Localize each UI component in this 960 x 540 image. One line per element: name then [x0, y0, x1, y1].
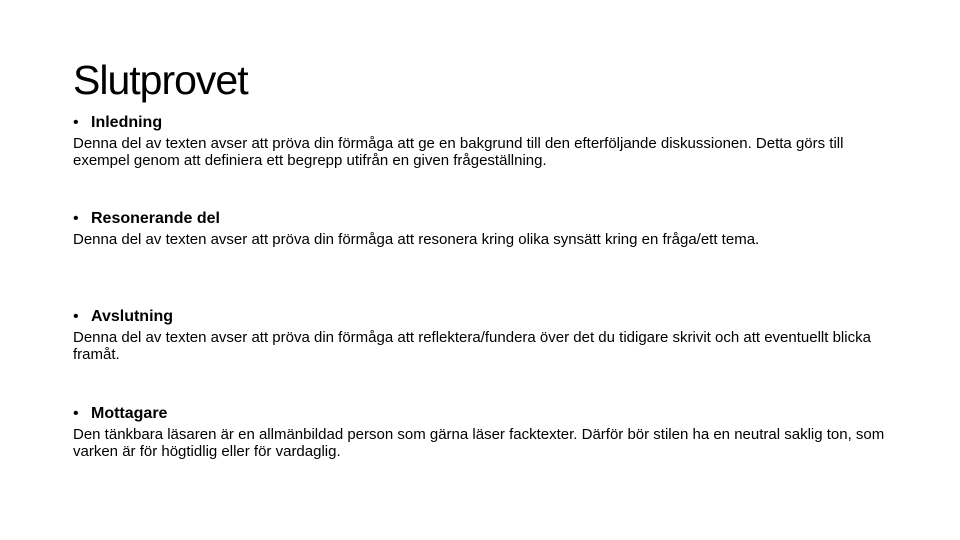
bullet-icon: •: [73, 308, 79, 325]
section-avslutning: [73, 307, 903, 363]
section-heading: [73, 209, 903, 229]
section-body-text: Denna del av texten avser att pröva din förmåga att resonera kring olika synsätt kring en fråga/ett tema.: [73, 231, 760, 248]
section-body-text: Den tänkbara läsaren är en allmänbildad person som gärna läser facktexter. Därför bör stilen ha en neutral saklig ton, som varken är för högtidlig eller för vardaglig.: [73, 426, 885, 460]
section-heading-text: Avslutning: [91, 308, 174, 325]
section-heading-text: Resonerande del: [91, 210, 220, 227]
section-body-text: Denna del av texten avser att pröva din förmåga att reflektera/fundera över det du tidigare skrivit och att eventuellt blicka framåt.: [73, 329, 871, 363]
slide-title: Slutprovet: [73, 57, 248, 103]
bullet-icon: •: [73, 405, 79, 422]
section-heading: [73, 404, 903, 424]
section-heading-text: Inledning: [91, 114, 163, 131]
bullet-icon: •: [73, 210, 79, 227]
section-body-text: Denna del av texten avser att pröva din förmåga att ge en bakgrund till den efterföljande diskussionen. Detta görs till exempel genom att definiera ett begrepp utifrån en given frågeställning.: [73, 135, 844, 169]
section-heading-text: Mottagare: [91, 405, 168, 422]
section-heading: [73, 307, 903, 327]
section-mottagare: [73, 404, 903, 460]
section-inledning: [73, 113, 903, 169]
section-heading: [73, 113, 903, 133]
bullet-icon: •: [73, 114, 79, 131]
section-resonerande-del: [73, 209, 903, 248]
